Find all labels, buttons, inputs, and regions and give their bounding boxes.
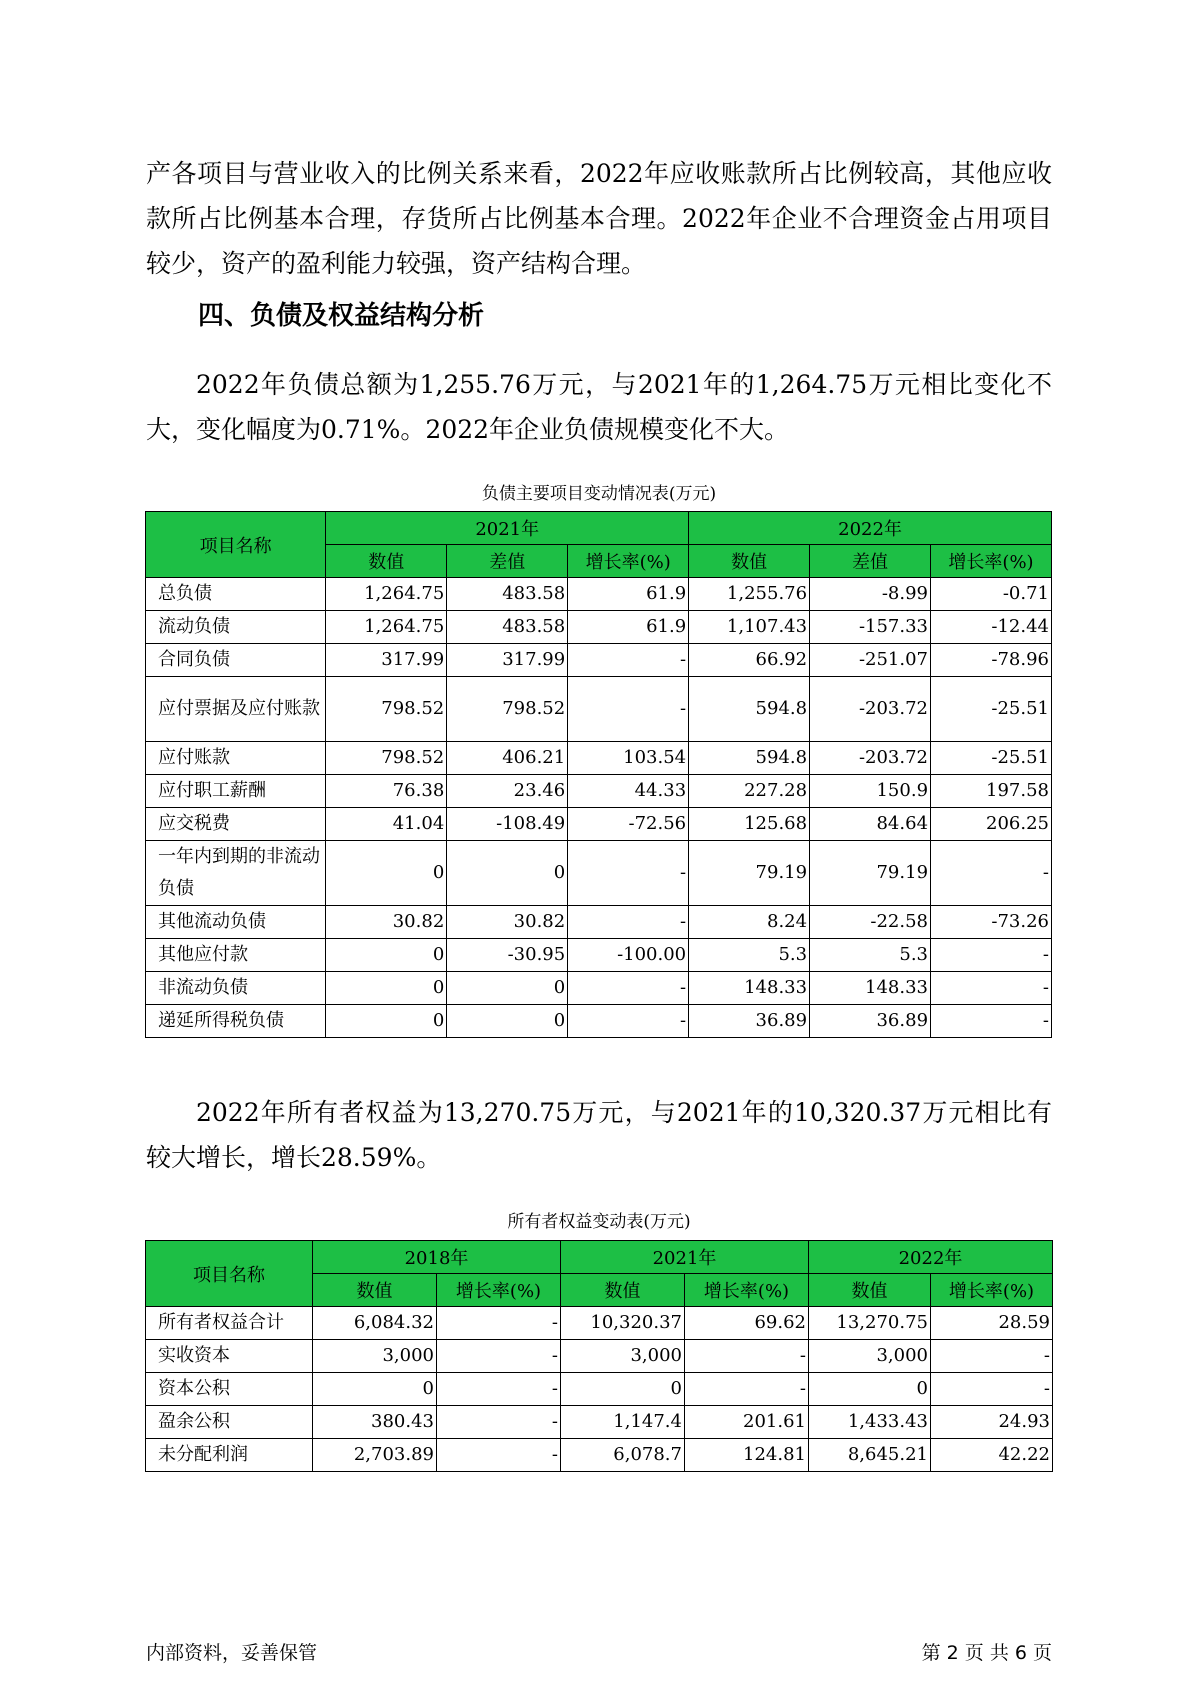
table-row [146, 1005, 1052, 1038]
header-sub: 数值 [809, 1274, 931, 1307]
row-label: 应交税费 [146, 808, 326, 841]
header-sub: 差值 [810, 545, 931, 578]
table-row [146, 939, 1052, 972]
table-cell: 0 [313, 1373, 437, 1406]
table-cell: 23.46 [447, 775, 568, 808]
footer-page-number: 第 2 页 共 6 页 [921, 1642, 1052, 1664]
paragraph-asset-summary: 产各项目与营业收入的比例关系来看，2022年应收账款所占比例较高，其他应收款所占比例基本合理，存货所占比例基本合理。2022年企业不合理资金占用项目较少，资产的盈利能力较强，资产结构合理。 [146, 159, 1052, 278]
table-cell: 79.19 [810, 841, 931, 906]
table-cell: 103.54 [568, 742, 689, 775]
table-row [146, 611, 1052, 644]
row-label: 合同负债 [146, 644, 326, 677]
header-year: 2022年 [809, 1241, 1053, 1274]
table-row [146, 644, 1052, 677]
table-cell: 227.28 [689, 775, 810, 808]
table-cell: - [685, 1340, 809, 1373]
table-cell: 61.9 [568, 611, 689, 644]
row-label: 资本公积 [146, 1373, 313, 1406]
table-cell: -25.51 [931, 677, 1052, 742]
table-cell: 150.9 [810, 775, 931, 808]
header-year: 2021年 [561, 1241, 809, 1274]
table-cell: - [437, 1340, 561, 1373]
table-cell: -22.58 [810, 906, 931, 939]
paragraph-equity-summary: 2022年所有者权益为13,270.75万元，与2021年的10,320.37万元相比有较大增长，增长28.59%。 [146, 1098, 1052, 1172]
table-cell: 206.25 [931, 808, 1052, 841]
table-row [146, 742, 1052, 775]
table-cell: 0 [326, 972, 447, 1005]
table-cell: 798.52 [447, 677, 568, 742]
table-cell: - [568, 677, 689, 742]
table-cell: 79.19 [689, 841, 810, 906]
row-label: 应付票据及应付账款 [146, 677, 326, 742]
table-cell: 44.33 [568, 775, 689, 808]
table-cell: - [568, 972, 689, 1005]
table-cell: 0 [326, 939, 447, 972]
table-row [146, 808, 1052, 841]
table-cell: 5.3 [689, 939, 810, 972]
row-label: 总负债 [146, 578, 326, 611]
row-label: 未分配利润 [146, 1439, 313, 1472]
table-cell: 1,264.75 [326, 578, 447, 611]
table-cell: - [931, 972, 1052, 1005]
section-heading: 四、负债及权益结构分析 [198, 301, 485, 331]
table-row [146, 1340, 1053, 1373]
header-item-name: 项目名称 [146, 1241, 313, 1307]
table-cell: 30.82 [326, 906, 447, 939]
header-item-name: 项目名称 [146, 512, 326, 578]
table-cell: - [931, 1373, 1053, 1406]
row-label: 其他应付款 [146, 939, 326, 972]
table-cell: - [931, 1005, 1052, 1038]
table-cell: 24.93 [931, 1406, 1053, 1439]
table-cell: 0 [447, 972, 568, 1005]
header-sub: 增长率(%) [568, 545, 689, 578]
table-cell: 124.81 [685, 1439, 809, 1472]
table-cell: -100.00 [568, 939, 689, 972]
table-cell: 483.58 [447, 611, 568, 644]
table-cell: -73.26 [931, 906, 1052, 939]
table-cell: -203.72 [810, 677, 931, 742]
table-cell: 3,000 [809, 1340, 931, 1373]
table-cell: 36.89 [689, 1005, 810, 1038]
table2-caption: 所有者权益变动表(万元) [507, 1212, 691, 1232]
table-cell: 594.8 [689, 677, 810, 742]
table-cell: 380.43 [313, 1406, 437, 1439]
table-cell: - [931, 939, 1052, 972]
footer-confidential-note: 内部资料，妥善保管 [146, 1642, 318, 1664]
liability-table [145, 511, 1052, 1038]
table-cell: - [568, 906, 689, 939]
table-cell: -0.71 [931, 578, 1052, 611]
table-cell: 0 [809, 1373, 931, 1406]
table-cell: 13,270.75 [809, 1307, 931, 1340]
table-cell: 30.82 [447, 906, 568, 939]
paragraph-liability-summary: 2022年负债总额为1,255.76万元，与2021年的1,264.75万元相比变化不大，变化幅度为0.71%。2022年企业负债规模变化不大。 [146, 370, 1052, 444]
table-cell: -30.95 [447, 939, 568, 972]
table-cell: - [437, 1307, 561, 1340]
table-cell: - [685, 1373, 809, 1406]
table-cell: 798.52 [326, 742, 447, 775]
table-row [146, 906, 1052, 939]
header-sub: 增长率(%) [931, 545, 1052, 578]
row-label: 所有者权益合计 [146, 1307, 313, 1340]
table-cell: - [568, 841, 689, 906]
row-label: 递延所得税负债 [146, 1005, 326, 1038]
table-cell: -25.51 [931, 742, 1052, 775]
header-sub: 差值 [447, 545, 568, 578]
table-cell: -108.49 [447, 808, 568, 841]
table-cell: 6,078.7 [561, 1439, 685, 1472]
table-cell: 317.99 [326, 644, 447, 677]
table-cell: 8,645.21 [809, 1439, 931, 1472]
table-row [146, 1373, 1053, 1406]
header-sub: 数值 [326, 545, 447, 578]
table-cell: 1,433.43 [809, 1406, 931, 1439]
table-cell: -8.99 [810, 578, 931, 611]
table-cell: 0 [561, 1373, 685, 1406]
table-cell: 197.58 [931, 775, 1052, 808]
table-cell: 798.52 [326, 677, 447, 742]
table-row [146, 841, 1052, 906]
header-sub: 增长率(%) [685, 1274, 809, 1307]
table-row [146, 775, 1052, 808]
table-cell: - [437, 1406, 561, 1439]
table-row [146, 1406, 1053, 1439]
table-cell: 84.64 [810, 808, 931, 841]
row-label: 其他流动负债 [146, 906, 326, 939]
table-cell: 28.59 [931, 1307, 1053, 1340]
table-row [146, 578, 1052, 611]
table-cell: 42.22 [931, 1439, 1053, 1472]
table-cell: 61.9 [568, 578, 689, 611]
header-sub: 数值 [689, 545, 810, 578]
header-year: 2022年 [689, 512, 1052, 545]
table-cell: 41.04 [326, 808, 447, 841]
table-cell: 594.8 [689, 742, 810, 775]
table-row [146, 1307, 1053, 1340]
table-cell: -157.33 [810, 611, 931, 644]
table-row [146, 677, 1052, 742]
table-cell: 148.33 [810, 972, 931, 1005]
table-cell: 0 [447, 1005, 568, 1038]
liability-table-body [146, 578, 1052, 1038]
table-cell: 3,000 [561, 1340, 685, 1373]
equity-table [145, 1240, 1053, 1472]
header-year: 2018年 [313, 1241, 561, 1274]
table-cell: 2,703.89 [313, 1439, 437, 1472]
table-cell: 0 [326, 1005, 447, 1038]
table-cell: - [437, 1373, 561, 1406]
header-year: 2021年 [326, 512, 689, 545]
table-cell: 8.24 [689, 906, 810, 939]
table-cell: 0 [447, 841, 568, 906]
header-sub: 增长率(%) [931, 1274, 1053, 1307]
table-row [146, 1439, 1053, 1472]
table-cell: 1,255.76 [689, 578, 810, 611]
table-cell: 5.3 [810, 939, 931, 972]
table-cell: - [568, 644, 689, 677]
table-cell: 6,084.32 [313, 1307, 437, 1340]
header-sub: 数值 [313, 1274, 437, 1307]
table-cell: - [931, 841, 1052, 906]
table-cell: 0 [326, 841, 447, 906]
table-cell: - [437, 1439, 561, 1472]
equity-table-body [146, 1307, 1053, 1472]
table-row [146, 972, 1052, 1005]
table-cell: - [931, 1340, 1053, 1373]
table-cell: -251.07 [810, 644, 931, 677]
table-cell: - [568, 1005, 689, 1038]
table-cell: 201.61 [685, 1406, 809, 1439]
table-cell: 36.89 [810, 1005, 931, 1038]
row-label: 一年内到期的非流动负债 [146, 841, 326, 906]
table-cell: 483.58 [447, 578, 568, 611]
table1-caption: 负债主要项目变动情况表(万元) [481, 484, 717, 504]
row-label: 非流动负债 [146, 972, 326, 1005]
table-cell: 69.62 [685, 1307, 809, 1340]
table-cell: 1,107.43 [689, 611, 810, 644]
row-label: 应付职工薪酬 [146, 775, 326, 808]
table-cell: 10,320.37 [561, 1307, 685, 1340]
header-sub: 数值 [561, 1274, 685, 1307]
table-cell: -203.72 [810, 742, 931, 775]
row-label: 流动负债 [146, 611, 326, 644]
header-sub: 增长率(%) [437, 1274, 561, 1307]
table-cell: -12.44 [931, 611, 1052, 644]
table-cell: 406.21 [447, 742, 568, 775]
table-cell: 1,264.75 [326, 611, 447, 644]
table-cell: 148.33 [689, 972, 810, 1005]
row-label: 盈余公积 [146, 1406, 313, 1439]
row-label: 实收资本 [146, 1340, 313, 1373]
table-cell: -78.96 [931, 644, 1052, 677]
table-cell: 76.38 [326, 775, 447, 808]
table-cell: -72.56 [568, 808, 689, 841]
table-cell: 3,000 [313, 1340, 437, 1373]
table-cell: 317.99 [447, 644, 568, 677]
table-cell: 66.92 [689, 644, 810, 677]
row-label: 应付账款 [146, 742, 326, 775]
table-cell: 1,147.4 [561, 1406, 685, 1439]
table-cell: 125.68 [689, 808, 810, 841]
